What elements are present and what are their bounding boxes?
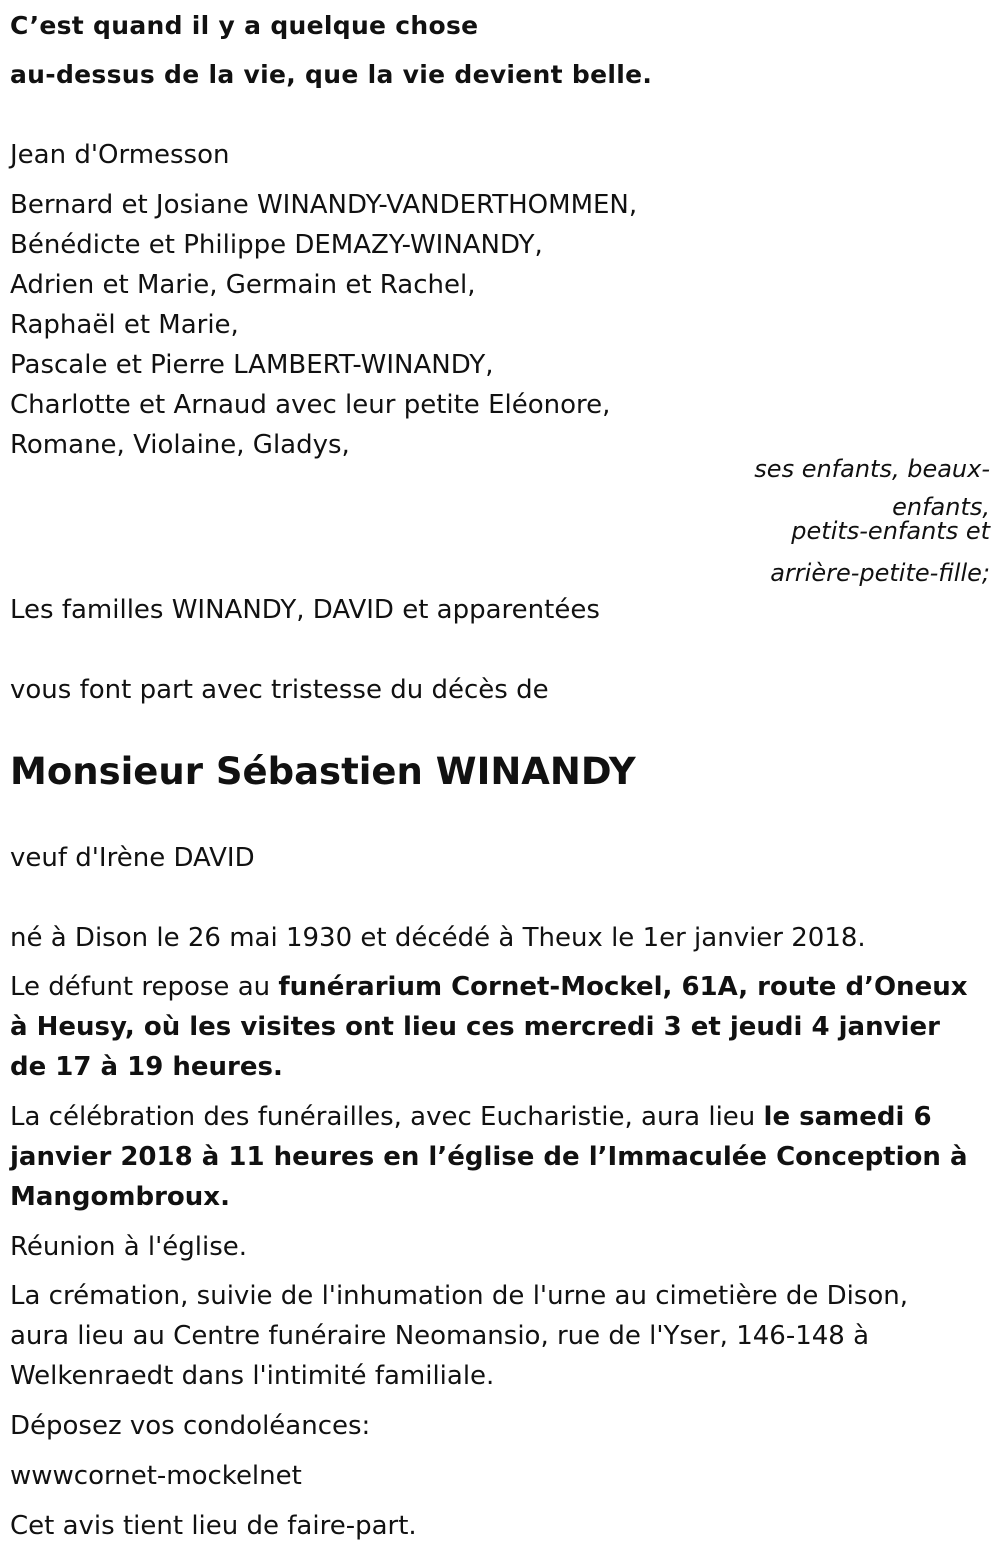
visitation-details: funérarium Cornet-Mockel, 61A, route d’Oneux à Heusy, où les visites ont lieu ces mercredi 3 et jeudi 4 janvier de 17 à 19 heures. [10,972,968,1082]
condolences-label: Déposez vos condoléances: [10,1411,371,1441]
visitation-paragraph [10,967,970,1087]
quote-line-1: C’est quand il y a quelque chose [10,11,479,40]
family-role-line: enfants, [892,493,990,521]
family-role-line: ses enfants, beaux- [754,455,990,483]
reunion-line: Réunion à l'église. [10,1232,248,1262]
family-member: Bénédicte et Philippe DEMAZY-WINANDY, [10,230,543,260]
birth-death-line: né à Dison le 26 mai 1930 et décédé à Theux le 1er janvier 2018. [10,923,866,953]
family-member: Bernard et Josiane WINANDY-VANDERTHOMMEN, [10,190,638,220]
quote-line-2: au-dessus de la vie, que la vie devient belle. [10,60,653,89]
deceased-name: Monsieur Sébastien WINANDY [10,750,636,793]
family-member: Adrien et Marie, Germain et Rachel, [10,270,476,300]
announcement-intro: vous font part avec tristesse du décès de [10,675,549,705]
funeral-paragraph [10,1097,970,1217]
cremation-paragraph: La crémation, suivie de l'inhumation de l'urne au cimetière de Dison, aura lieu au Centre funéraire Neomansio, rue de l'Yser, 146-148 à Welkenraedt dans l'intimité familiale. [10,1281,909,1391]
visitation-prefix: Le défunt repose au [10,972,279,1002]
family-member: Romane, Violaine, Gladys, [10,430,350,460]
funeral-prefix: La célébration des funérailles, avec Eucharistie, aura lieu [10,1102,764,1132]
family-role-line: petits-enfants et [791,517,990,545]
widower-line: veuf d'Irène DAVID [10,843,255,873]
family-role-line: arrière-petite-fille; [770,559,990,587]
family-member: Charlotte et Arnaud avec leur petite Eléonore, [10,390,611,420]
funeral-details: le samedi 6 janvier 2018 à 11 heures en l’église de l’Immaculée Conception à Mangombroux. [10,1102,968,1212]
condolences-website-link[interactable]: wwwcornet-mockelnet [10,1461,302,1491]
family-member: Pascale et Pierre LAMBERT-WINANDY, [10,350,494,380]
family-member: Raphaël et Marie, [10,310,239,340]
quote-author: Jean d'Ormesson [10,140,230,170]
extended-families: Les familles WINANDY, DAVID et apparentées [10,595,600,625]
closing-line: Cet avis tient lieu de faire-part. [10,1511,417,1541]
